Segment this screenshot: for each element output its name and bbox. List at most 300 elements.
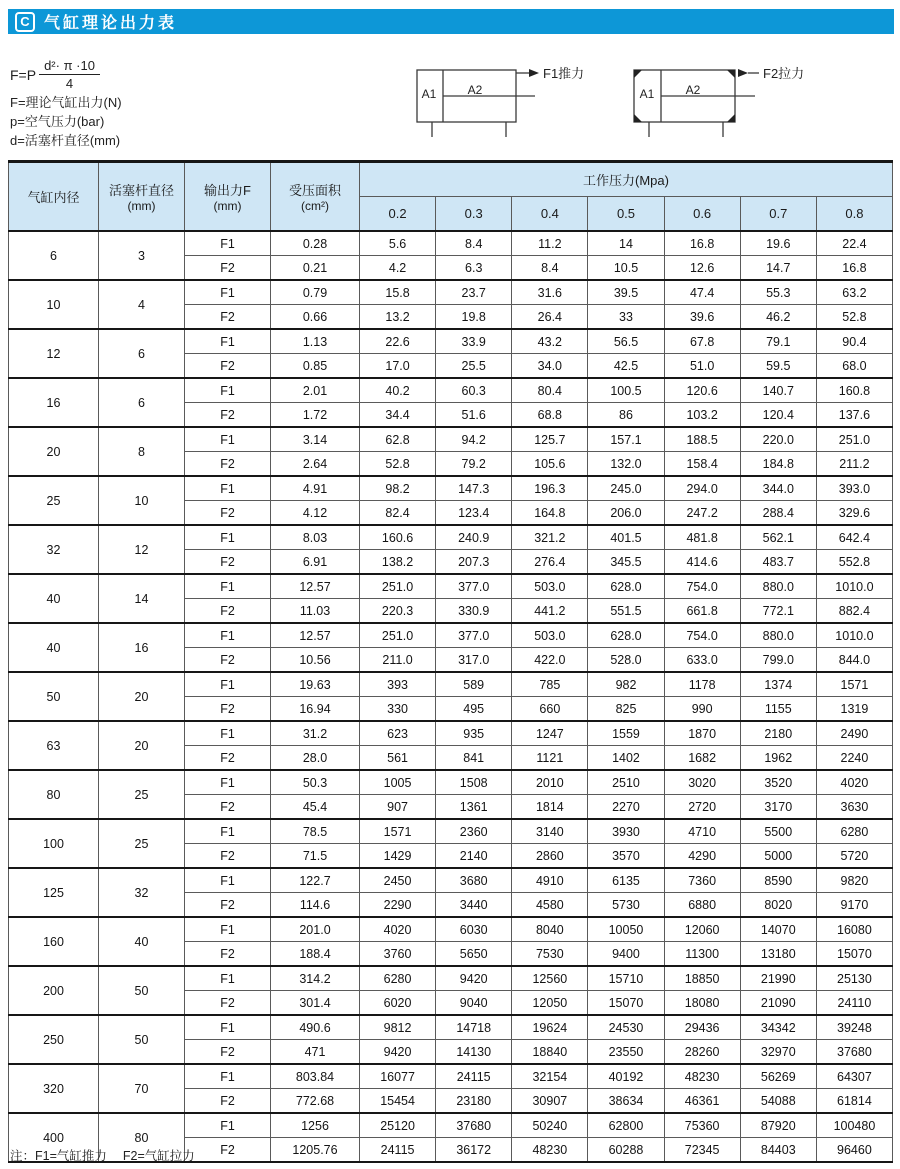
area-cell: 11.03 bbox=[271, 599, 360, 624]
force-type-cell: F2 bbox=[185, 305, 271, 330]
force-value-cell: 23.7 bbox=[436, 280, 512, 305]
force-value-cell: 31.6 bbox=[512, 280, 588, 305]
area-cell: 8.03 bbox=[271, 525, 360, 550]
col-header-bore: 气缸内径 bbox=[9, 162, 99, 232]
bore-cell: 250 bbox=[9, 1015, 99, 1064]
force-value-cell: 206.0 bbox=[588, 501, 664, 526]
force-value-cell: 660 bbox=[512, 697, 588, 722]
force-value-cell: 8040 bbox=[512, 917, 588, 942]
force-value-cell: 32970 bbox=[740, 1040, 816, 1065]
pressure-tick: 0.4 bbox=[512, 197, 588, 232]
force-value-cell: 1402 bbox=[588, 746, 664, 771]
area-cell: 4.91 bbox=[271, 476, 360, 501]
force-value-cell: 1247 bbox=[512, 721, 588, 746]
force-value-cell: 377.0 bbox=[436, 623, 512, 648]
definition-force: F=理论气缸出力(N) bbox=[10, 95, 122, 110]
force-value-cell: 47.4 bbox=[664, 280, 740, 305]
area-cell: 803.84 bbox=[271, 1064, 360, 1089]
force-value-cell: 633.0 bbox=[664, 648, 740, 673]
force-value-cell: 21990 bbox=[740, 966, 816, 991]
force-type-cell: F1 bbox=[185, 966, 271, 991]
force-value-cell: 1374 bbox=[740, 672, 816, 697]
area-cell: 772.68 bbox=[271, 1089, 360, 1114]
force-value-cell: 24115 bbox=[436, 1064, 512, 1089]
force-type-cell: F1 bbox=[185, 721, 271, 746]
area-cell: 3.14 bbox=[271, 427, 360, 452]
definition-diameter: d=活塞杆直径(mm) bbox=[10, 133, 121, 148]
force-value-cell: 39248 bbox=[816, 1015, 892, 1040]
force-value-cell: 345.5 bbox=[588, 550, 664, 575]
chamber-a2-label: A2 bbox=[467, 83, 483, 98]
force-type-cell: F2 bbox=[185, 452, 271, 477]
force-value-cell: 220.0 bbox=[740, 427, 816, 452]
force-value-cell: 393 bbox=[360, 672, 436, 697]
force-value-cell: 785 bbox=[512, 672, 588, 697]
force-type-cell: F2 bbox=[185, 844, 271, 869]
force-value-cell: 147.3 bbox=[436, 476, 512, 501]
force-value-cell: 2140 bbox=[436, 844, 512, 869]
force-value-cell: 132.0 bbox=[588, 452, 664, 477]
force-value-cell: 33 bbox=[588, 305, 664, 330]
force-value-cell: 211.0 bbox=[360, 648, 436, 673]
force-value-cell: 251.0 bbox=[360, 623, 436, 648]
force-value-cell: 880.0 bbox=[740, 574, 816, 599]
force-value-cell: 5650 bbox=[436, 942, 512, 967]
rod-diameter-cell: 14 bbox=[99, 574, 185, 623]
force-value-cell: 25130 bbox=[816, 966, 892, 991]
table-body bbox=[9, 231, 893, 1162]
force-value-cell: 330.9 bbox=[436, 599, 512, 624]
force-value-cell: 5.6 bbox=[360, 231, 436, 256]
force-type-cell: F1 bbox=[185, 427, 271, 452]
force-value-cell: 48230 bbox=[664, 1064, 740, 1089]
rod-diameter-cell: 6 bbox=[99, 329, 185, 378]
bore-cell: 100 bbox=[9, 819, 99, 868]
force-type-cell: F1 bbox=[185, 672, 271, 697]
rod-diameter-cell: 4 bbox=[99, 280, 185, 329]
rod-diameter-cell: 70 bbox=[99, 1064, 185, 1113]
force-value-cell: 628.0 bbox=[588, 623, 664, 648]
col-header-pressure-group: 工作压力(Mpa) bbox=[360, 162, 893, 197]
force-value-cell: 160.6 bbox=[360, 525, 436, 550]
force-value-cell: 21090 bbox=[740, 991, 816, 1016]
force-value-cell: 2360 bbox=[436, 819, 512, 844]
area-cell: 16.94 bbox=[271, 697, 360, 722]
rod-diameter-cell: 80 bbox=[99, 1113, 185, 1162]
force-value-cell: 907 bbox=[360, 795, 436, 820]
force-value-cell: 661.8 bbox=[664, 599, 740, 624]
area-cell: 0.79 bbox=[271, 280, 360, 305]
force-value-cell: 882.4 bbox=[816, 599, 892, 624]
force-value-cell: 68.0 bbox=[816, 354, 892, 379]
force-type-cell: F1 bbox=[185, 819, 271, 844]
pressure-tick: 0.7 bbox=[740, 197, 816, 232]
bore-cell: 50 bbox=[9, 672, 99, 721]
force-type-cell: F1 bbox=[185, 280, 271, 305]
force-value-cell: 245.0 bbox=[588, 476, 664, 501]
force-value-cell: 1962 bbox=[740, 746, 816, 771]
force-value-cell: 18840 bbox=[512, 1040, 588, 1065]
force-type-cell: F1 bbox=[185, 378, 271, 403]
area-cell: 114.6 bbox=[271, 893, 360, 918]
area-cell: 28.0 bbox=[271, 746, 360, 771]
col-header-output-label: 输出力F bbox=[204, 183, 251, 198]
pressure-tick: 0.5 bbox=[588, 197, 664, 232]
force-value-cell: 2490 bbox=[816, 721, 892, 746]
table-row bbox=[9, 1015, 893, 1040]
force-value-cell: 82.4 bbox=[360, 501, 436, 526]
force-value-cell: 9170 bbox=[816, 893, 892, 918]
bore-cell: 32 bbox=[9, 525, 99, 574]
area-cell: 4.12 bbox=[271, 501, 360, 526]
section-title-bar bbox=[8, 9, 894, 34]
force-value-cell: 6280 bbox=[360, 966, 436, 991]
force-value-cell: 94.2 bbox=[436, 427, 512, 452]
pull-force-label: F2拉力 bbox=[763, 66, 805, 81]
force-value-cell: 4910 bbox=[512, 868, 588, 893]
force-value-cell: 46.2 bbox=[740, 305, 816, 330]
force-value-cell: 17.0 bbox=[360, 354, 436, 379]
force-value-cell: 125.7 bbox=[512, 427, 588, 452]
force-value-cell: 5720 bbox=[816, 844, 892, 869]
force-value-cell: 6.3 bbox=[436, 256, 512, 281]
force-value-cell: 207.3 bbox=[436, 550, 512, 575]
force-value-cell: 1361 bbox=[436, 795, 512, 820]
force-value-cell: 19.6 bbox=[740, 231, 816, 256]
force-value-cell: 184.8 bbox=[740, 452, 816, 477]
force-value-cell: 2450 bbox=[360, 868, 436, 893]
force-value-cell: 9820 bbox=[816, 868, 892, 893]
force-value-cell: 15.8 bbox=[360, 280, 436, 305]
col-header-area bbox=[271, 162, 360, 232]
force-value-cell: 59.5 bbox=[740, 354, 816, 379]
force-value-cell: 63.2 bbox=[816, 280, 892, 305]
force-value-cell: 14070 bbox=[740, 917, 816, 942]
force-value-cell: 42.5 bbox=[588, 354, 664, 379]
force-value-cell: 157.1 bbox=[588, 427, 664, 452]
area-cell: 0.85 bbox=[271, 354, 360, 379]
formula-lhs: F=P bbox=[10, 66, 37, 83]
area-cell: 12.57 bbox=[271, 623, 360, 648]
force-value-cell: 4580 bbox=[512, 893, 588, 918]
force-value-cell: 1155 bbox=[740, 697, 816, 722]
force-value-cell: 120.4 bbox=[740, 403, 816, 428]
area-cell: 314.2 bbox=[271, 966, 360, 991]
force-value-cell: 138.2 bbox=[360, 550, 436, 575]
force-type-cell: F2 bbox=[185, 795, 271, 820]
bore-cell: 160 bbox=[9, 917, 99, 966]
force-value-cell: 9040 bbox=[436, 991, 512, 1016]
force-value-cell: 1508 bbox=[436, 770, 512, 795]
force-value-cell: 23180 bbox=[436, 1089, 512, 1114]
header-row-1 bbox=[9, 162, 893, 197]
chamber-a1-label: A1 bbox=[639, 87, 655, 102]
force-value-cell: 100480 bbox=[816, 1113, 892, 1138]
bore-cell: 40 bbox=[9, 623, 99, 672]
formula-numerator: d²· π ·10 bbox=[39, 58, 100, 75]
force-value-cell: 4710 bbox=[664, 819, 740, 844]
force-value-cell: 16.8 bbox=[664, 231, 740, 256]
section-c-icon: C bbox=[15, 12, 35, 32]
force-value-cell: 1319 bbox=[816, 697, 892, 722]
cylinder-diagram-pull bbox=[622, 55, 837, 150]
force-value-cell: 2180 bbox=[740, 721, 816, 746]
table-row bbox=[9, 721, 893, 746]
force-value-cell: 11.2 bbox=[512, 231, 588, 256]
force-type-cell: F2 bbox=[185, 991, 271, 1016]
force-value-cell: 1571 bbox=[360, 819, 436, 844]
force-value-cell: 589 bbox=[436, 672, 512, 697]
force-value-cell: 503.0 bbox=[512, 574, 588, 599]
area-cell: 2.64 bbox=[271, 452, 360, 477]
force-value-cell: 140.7 bbox=[740, 378, 816, 403]
rod-diameter-cell: 50 bbox=[99, 966, 185, 1015]
bore-cell: 200 bbox=[9, 966, 99, 1015]
force-value-cell: 3170 bbox=[740, 795, 816, 820]
force-value-cell: 2510 bbox=[588, 770, 664, 795]
force-value-cell: 4020 bbox=[360, 917, 436, 942]
force-type-cell: F1 bbox=[185, 917, 271, 942]
force-value-cell: 79.2 bbox=[436, 452, 512, 477]
force-value-cell: 276.4 bbox=[512, 550, 588, 575]
area-cell: 2.01 bbox=[271, 378, 360, 403]
force-value-cell: 5730 bbox=[588, 893, 664, 918]
force-value-cell: 14 bbox=[588, 231, 664, 256]
area-cell: 201.0 bbox=[271, 917, 360, 942]
force-type-cell: F1 bbox=[185, 574, 271, 599]
pressure-tick: 0.3 bbox=[436, 197, 512, 232]
force-value-cell: 9400 bbox=[588, 942, 664, 967]
table-row bbox=[9, 1113, 893, 1138]
footnote: 注：F1=气缸推力 F2=气缸拉力 bbox=[10, 1149, 195, 1163]
force-value-cell: 2270 bbox=[588, 795, 664, 820]
force-value-cell: 37680 bbox=[436, 1113, 512, 1138]
force-value-cell: 5000 bbox=[740, 844, 816, 869]
force-value-cell: 880.0 bbox=[740, 623, 816, 648]
force-value-cell: 12560 bbox=[512, 966, 588, 991]
force-type-cell: F1 bbox=[185, 868, 271, 893]
col-header-area-label: 受压面积 bbox=[288, 183, 341, 198]
area-cell: 490.6 bbox=[271, 1015, 360, 1040]
force-value-cell: 16.8 bbox=[816, 256, 892, 281]
force-value-cell: 36172 bbox=[436, 1138, 512, 1163]
force-value-cell: 317.0 bbox=[436, 648, 512, 673]
force-value-cell: 51.6 bbox=[436, 403, 512, 428]
force-value-cell: 14718 bbox=[436, 1015, 512, 1040]
force-value-cell: 551.5 bbox=[588, 599, 664, 624]
force-value-cell: 841 bbox=[436, 746, 512, 771]
force-value-cell: 844.0 bbox=[816, 648, 892, 673]
force-value-cell: 32154 bbox=[512, 1064, 588, 1089]
force-type-cell: F2 bbox=[185, 501, 271, 526]
force-value-cell: 34.0 bbox=[512, 354, 588, 379]
area-cell: 0.28 bbox=[271, 231, 360, 256]
area-cell: 1256 bbox=[271, 1113, 360, 1138]
rod-diameter-cell: 3 bbox=[99, 231, 185, 280]
force-value-cell: 158.4 bbox=[664, 452, 740, 477]
force-value-cell: 240.9 bbox=[436, 525, 512, 550]
area-cell: 19.63 bbox=[271, 672, 360, 697]
force-value-cell: 52.8 bbox=[816, 305, 892, 330]
force-value-cell: 51.0 bbox=[664, 354, 740, 379]
definition-pressure: p=空气压力(bar) bbox=[10, 114, 105, 129]
force-value-cell: 23550 bbox=[588, 1040, 664, 1065]
force-value-cell: 19.8 bbox=[436, 305, 512, 330]
force-type-cell: F2 bbox=[185, 697, 271, 722]
force-value-cell: 22.6 bbox=[360, 329, 436, 354]
force-value-cell: 562.1 bbox=[740, 525, 816, 550]
force-value-cell: 25.5 bbox=[436, 354, 512, 379]
force-value-cell: 3760 bbox=[360, 942, 436, 967]
force-value-cell: 80.4 bbox=[512, 378, 588, 403]
table-row bbox=[9, 868, 893, 893]
force-value-cell: 251.0 bbox=[360, 574, 436, 599]
force-value-cell: 40192 bbox=[588, 1064, 664, 1089]
force-value-cell: 79.1 bbox=[740, 329, 816, 354]
area-cell: 122.7 bbox=[271, 868, 360, 893]
force-value-cell: 552.8 bbox=[816, 550, 892, 575]
force-value-cell: 18080 bbox=[664, 991, 740, 1016]
force-value-cell: 196.3 bbox=[512, 476, 588, 501]
force-type-cell: F1 bbox=[185, 1064, 271, 1089]
area-cell: 6.91 bbox=[271, 550, 360, 575]
force-value-cell: 1121 bbox=[512, 746, 588, 771]
force-value-cell: 14130 bbox=[436, 1040, 512, 1065]
force-value-cell: 754.0 bbox=[664, 623, 740, 648]
table-row bbox=[9, 672, 893, 697]
force-value-cell: 84403 bbox=[740, 1138, 816, 1163]
force-value-cell: 9812 bbox=[360, 1015, 436, 1040]
table-row bbox=[9, 280, 893, 305]
force-table-container bbox=[8, 160, 893, 1163]
force-value-cell: 26.4 bbox=[512, 305, 588, 330]
force-value-cell: 483.7 bbox=[740, 550, 816, 575]
area-cell: 1.13 bbox=[271, 329, 360, 354]
force-value-cell: 11300 bbox=[664, 942, 740, 967]
force-value-cell: 799.0 bbox=[740, 648, 816, 673]
table-row bbox=[9, 476, 893, 501]
force-value-cell: 64307 bbox=[816, 1064, 892, 1089]
force-type-cell: F1 bbox=[185, 1015, 271, 1040]
force-value-cell: 188.5 bbox=[664, 427, 740, 452]
force-value-cell: 503.0 bbox=[512, 623, 588, 648]
force-value-cell: 528.0 bbox=[588, 648, 664, 673]
force-value-cell: 68.8 bbox=[512, 403, 588, 428]
table-row bbox=[9, 623, 893, 648]
force-value-cell: 87920 bbox=[740, 1113, 816, 1138]
force-value-cell: 39.6 bbox=[664, 305, 740, 330]
force-type-cell: F2 bbox=[185, 550, 271, 575]
force-value-cell: 38634 bbox=[588, 1089, 664, 1114]
force-value-cell: 642.4 bbox=[816, 525, 892, 550]
force-value-cell: 7530 bbox=[512, 942, 588, 967]
force-value-cell: 4.2 bbox=[360, 256, 436, 281]
force-value-cell: 377.0 bbox=[436, 574, 512, 599]
force-value-cell: 50240 bbox=[512, 1113, 588, 1138]
page-title: 气缸理论出力表 bbox=[44, 15, 178, 32]
col-header-rod-label: 活塞杆直径 bbox=[108, 183, 174, 198]
force-value-cell: 422.0 bbox=[512, 648, 588, 673]
force-value-cell: 414.6 bbox=[664, 550, 740, 575]
force-value-cell: 1005 bbox=[360, 770, 436, 795]
force-value-cell: 3020 bbox=[664, 770, 740, 795]
force-type-cell: F2 bbox=[185, 403, 271, 428]
force-value-cell: 15454 bbox=[360, 1089, 436, 1114]
rod-diameter-cell: 20 bbox=[99, 721, 185, 770]
table-row bbox=[9, 1064, 893, 1089]
force-value-cell: 9420 bbox=[436, 966, 512, 991]
force-value-cell: 62.8 bbox=[360, 427, 436, 452]
force-value-cell: 98.2 bbox=[360, 476, 436, 501]
table-row bbox=[9, 966, 893, 991]
table-row bbox=[9, 231, 893, 256]
table-row bbox=[9, 819, 893, 844]
force-value-cell: 1814 bbox=[512, 795, 588, 820]
force-value-cell: 330 bbox=[360, 697, 436, 722]
force-value-cell: 294.0 bbox=[664, 476, 740, 501]
force-value-cell: 754.0 bbox=[664, 574, 740, 599]
arrow-left-icon bbox=[738, 69, 748, 77]
force-value-cell: 103.2 bbox=[664, 403, 740, 428]
force-value-cell: 561 bbox=[360, 746, 436, 771]
force-value-cell: 772.1 bbox=[740, 599, 816, 624]
force-type-cell: F1 bbox=[185, 770, 271, 795]
force-value-cell: 24115 bbox=[360, 1138, 436, 1163]
rod-diameter-cell: 25 bbox=[99, 770, 185, 819]
col-header-output-unit: (mm) bbox=[213, 199, 242, 213]
force-value-cell: 628.0 bbox=[588, 574, 664, 599]
force-value-cell: 495 bbox=[436, 697, 512, 722]
force-value-cell: 100.5 bbox=[588, 378, 664, 403]
force-value-cell: 12050 bbox=[512, 991, 588, 1016]
force-value-cell: 164.8 bbox=[512, 501, 588, 526]
force-value-cell: 56269 bbox=[740, 1064, 816, 1089]
bore-cell: 12 bbox=[9, 329, 99, 378]
force-value-cell: 34342 bbox=[740, 1015, 816, 1040]
force-value-cell: 60288 bbox=[588, 1138, 664, 1163]
force-value-cell: 40.2 bbox=[360, 378, 436, 403]
force-value-cell: 67.8 bbox=[664, 329, 740, 354]
force-value-cell: 15070 bbox=[816, 942, 892, 967]
force-value-cell: 54088 bbox=[740, 1089, 816, 1114]
force-value-cell: 10050 bbox=[588, 917, 664, 942]
force-value-cell: 37680 bbox=[816, 1040, 892, 1065]
force-value-cell: 401.5 bbox=[588, 525, 664, 550]
force-type-cell: F2 bbox=[185, 599, 271, 624]
force-type-cell: F2 bbox=[185, 1138, 271, 1163]
force-value-cell: 4020 bbox=[816, 770, 892, 795]
table-row bbox=[9, 770, 893, 795]
force-value-cell: 1429 bbox=[360, 844, 436, 869]
force-value-cell: 34.4 bbox=[360, 403, 436, 428]
rod-diameter-cell: 10 bbox=[99, 476, 185, 525]
rod-diameter-cell: 40 bbox=[99, 917, 185, 966]
force-value-cell: 1010.0 bbox=[816, 574, 892, 599]
force-value-cell: 15710 bbox=[588, 966, 664, 991]
force-value-cell: 329.6 bbox=[816, 501, 892, 526]
force-value-cell: 123.4 bbox=[436, 501, 512, 526]
force-value-cell: 18850 bbox=[664, 966, 740, 991]
force-type-cell: F1 bbox=[185, 231, 271, 256]
force-value-cell: 9420 bbox=[360, 1040, 436, 1065]
table-row bbox=[9, 525, 893, 550]
force-value-cell: 2290 bbox=[360, 893, 436, 918]
force-value-cell: 12.6 bbox=[664, 256, 740, 281]
force-value-cell: 29436 bbox=[664, 1015, 740, 1040]
force-type-cell: F2 bbox=[185, 942, 271, 967]
force-type-cell: F2 bbox=[185, 648, 271, 673]
force-value-cell: 6020 bbox=[360, 991, 436, 1016]
